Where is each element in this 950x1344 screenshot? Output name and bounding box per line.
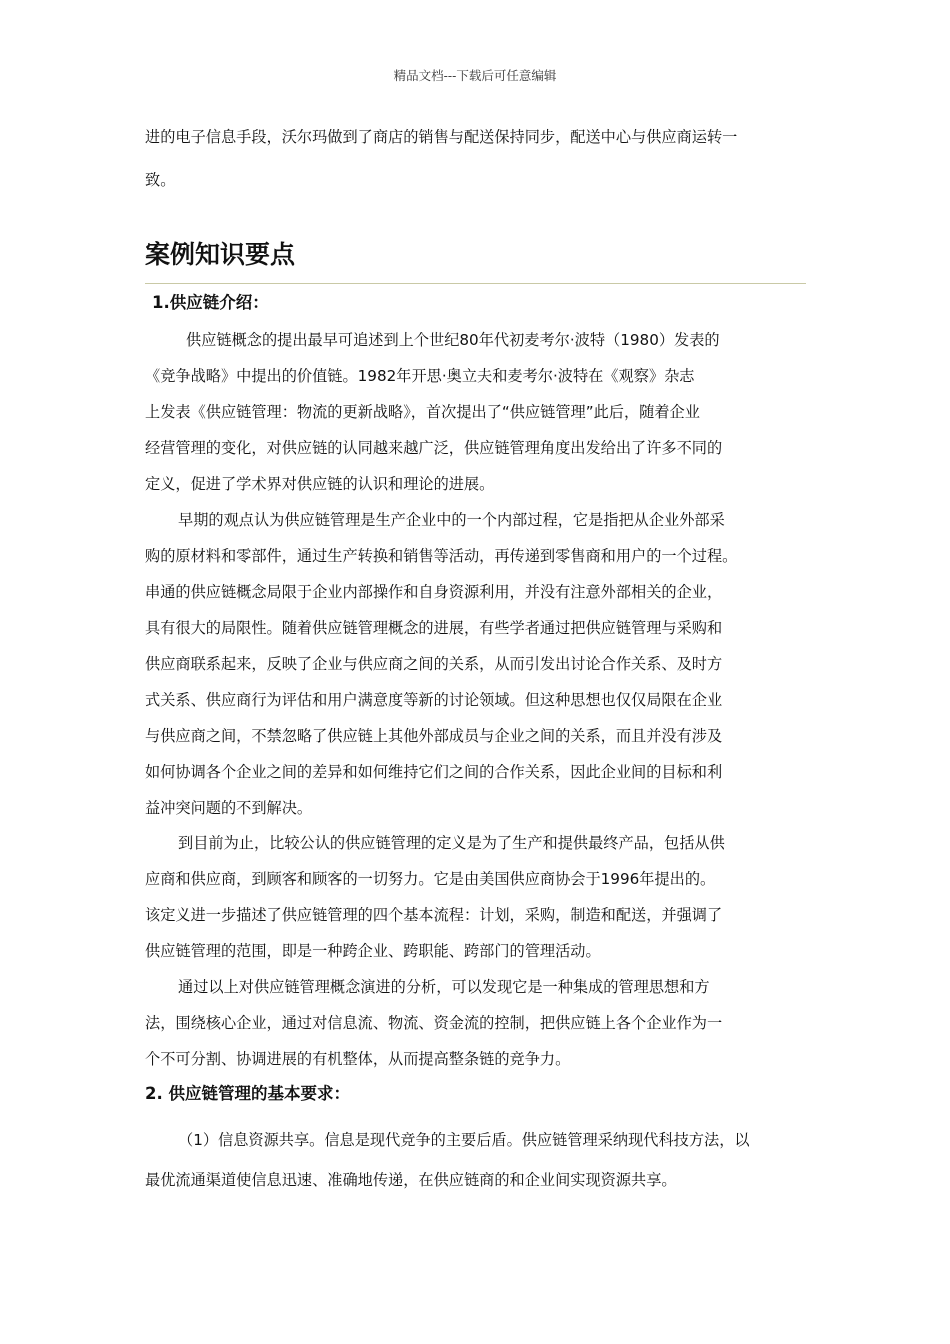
subsection-title-1: 1.供应链介绍：: [152, 293, 269, 312]
paragraph-line: 式关系、供应商行为评估和用户满意度等新的讨论领域。但这种思想也仅仅局限在企业: [145, 691, 723, 709]
paragraph-line: 上发表《供应链管理：物流的更新战略》，首次提出了“供应链管理”此后，随着企业: [145, 403, 700, 421]
paragraph-line: 串通的供应链概念局限于企业内部操作和自身资源利用，并没有注意外部相关的企业，: [145, 583, 723, 601]
paragraph-line: 供应商联系起来，反映了企业与供应商之间的关系，从而引发出讨论合作关系、及时方: [145, 655, 723, 673]
paragraph-line: 益冲突问题的不到解决。: [145, 799, 313, 817]
paragraph-line: 早期的观点认为供应链管理是生产企业中的一个内部过程，它是指把从企业外部采: [178, 511, 725, 529]
paragraph-line: 最优流通渠道使信息迅速、准确地传递，在供应链商的和企业间实现资源共享。: [145, 1171, 677, 1189]
paragraph-line: （1）信息资源共享。信息是现代竞争的主要后盾。供应链管理采纳现代科技方法，以: [178, 1131, 750, 1149]
section-title: 案例知识要点: [145, 240, 296, 269]
paragraph-line: 个不可分割、协调进展的有机整体，从而提高整条链的竞争力。: [145, 1050, 571, 1068]
paragraph-line: 具有很大的局限性。随着供应链管理概念的进展，有些学者通过把供应链管理与采购和: [145, 619, 723, 637]
section-divider: [145, 283, 806, 284]
paragraph-line: 购的原材料和零部件，通过生产转换和销售等活动，再传递到零售商和用户的一个过程。: [145, 547, 738, 565]
paragraph-line: 经营管理的变化，对供应链的认同越来越广泛，供应链管理角度出发给出了许多不同的: [145, 439, 723, 457]
paragraph-line: 如何协调各个企业之间的差异和如何维持它们之间的合作关系，因此企业间的目标和利: [145, 763, 723, 781]
paragraph-line: 到目前为止，比较公认的供应链管理的定义是为了生产和提供最终产品，包括从供: [178, 834, 725, 852]
paragraph-line: 与供应商之间，不禁忽略了供应链上其他外部成员与企业之间的关系，而且并没有涉及: [145, 727, 723, 745]
intro-line: 致。: [145, 171, 176, 189]
subsection-title-2: 2. 供应链管理的基本要求：: [145, 1084, 350, 1103]
paragraph-line: 该定义进一步描述了供应链管理的四个基本流程：计划，采购，制造和配送，并强调了: [145, 906, 723, 924]
paragraph-line: 供应链管理的范围，即是一种跨企业、跨职能、跨部门的管理活动。: [145, 942, 601, 960]
paragraph-line: 法，围绕核心企业，通过对信息流、物流、资金流的控制，把供应链上各个企业作为一: [145, 1014, 723, 1032]
paragraph-line: 应商和供应商，到顾客和顾客的一切努力。它是由美国供应商协会于1996年提出的。: [145, 870, 716, 888]
paragraph-line: 供应链概念的提出最早可追述到上个世纪80年代初麦考尔·波特（1980）发表的: [186, 331, 720, 349]
paragraph-line: 《竞争战略》中提出的价值链。1982年开思·奥立夫和麦考尔·波特在《观察》杂志: [145, 367, 695, 385]
page-header: 精品文档---下载后可任意编辑: [393, 68, 557, 83]
paragraph-line: 定义，促进了学术界对供应链的认识和理论的进展。: [145, 475, 495, 493]
paragraph-line: 通过以上对供应链管理概念演进的分析，可以发现它是一种集成的管理思想和方: [178, 978, 710, 996]
intro-line: 进的电子信息手段，沃尔玛做到了商店的销售与配送保持同步，配送中心与供应商运转一: [145, 128, 738, 146]
